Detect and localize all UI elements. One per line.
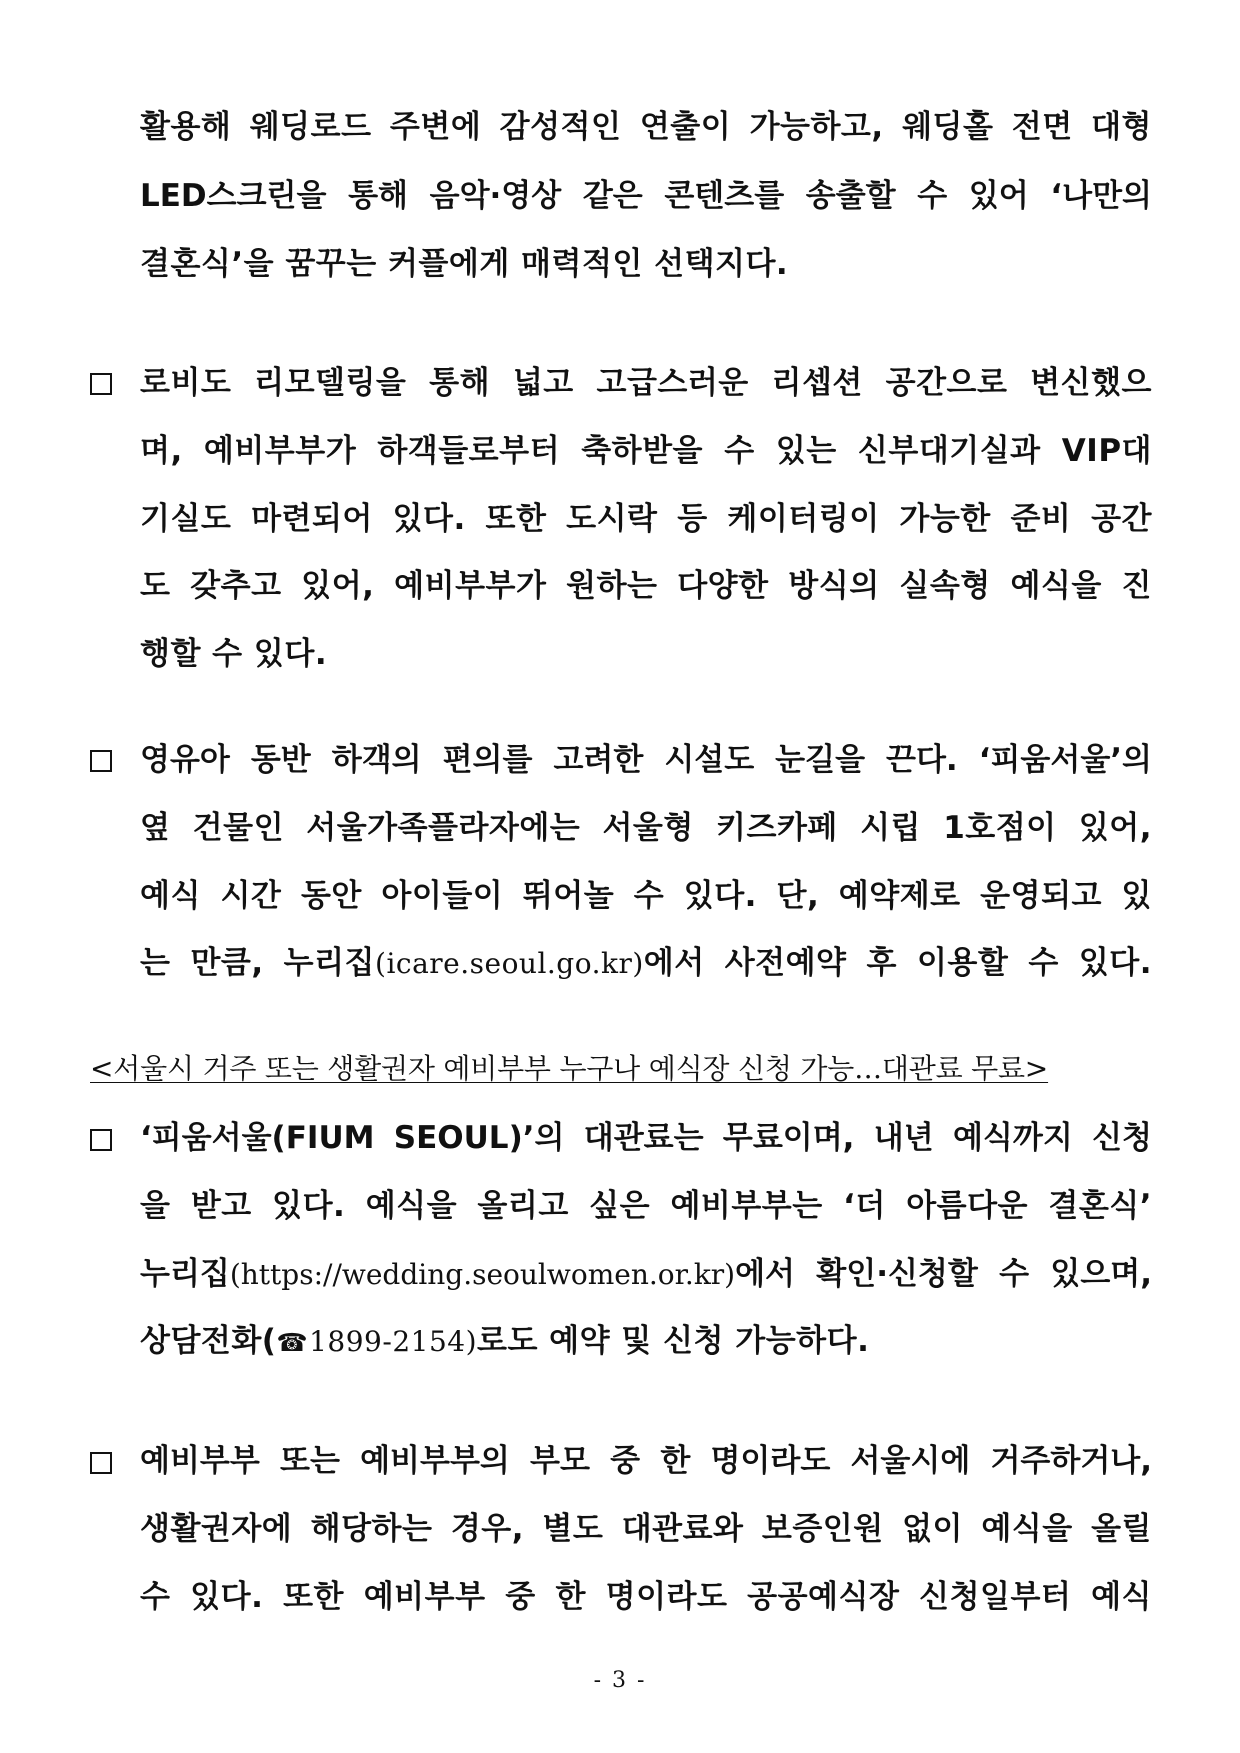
intro-line-3: 결혼식’을 꿈꾸는 커플에게 매력적인 선택지다.: [140, 246, 789, 282]
intro-line-1: 활용해 웨딩로드 주변에 감성적인 연출이 가능하고, 웨딩홀 전면 대형: [140, 109, 1152, 145]
lobby-line-4: 도 갖추고 있어, 예비부부가 원하는 다양한 방식의 실속형 예식을 진: [140, 568, 1152, 604]
fee-line-3-suffix: 에서 확인·신청할 수 있으며,: [735, 1256, 1152, 1292]
lobby-line-1: 로비도 리모델링을 통해 넓고 고급스러운 리셉션 공간으로 변신했으: [140, 365, 1152, 401]
kids-line-4-prefix: 는 만큼, 누리집: [140, 945, 376, 981]
eligibility-line-2: 생활권자에 해당하는 경우, 별도 대관료와 보증인원 없이 예식을 올릴: [140, 1511, 1152, 1547]
kids-line-4: [140, 939, 1152, 987]
lobby-line-2: 며, 예비부부가 하객들로부터 축하받을 수 있는 신부대기실과 VIP대: [140, 433, 1152, 469]
checkbox-square-icon: [90, 750, 112, 772]
fee-line-3: [140, 1250, 1152, 1298]
eligibility-line-1: 예비부부 또는 예비부부의 부모 중 한 명이라도 서울시에 거주하거나,: [140, 1443, 1152, 1479]
checkbox-square-icon: [90, 1452, 112, 1474]
fee-line-3-prefix: 누리집: [140, 1256, 230, 1292]
eligibility-line-3: 수 있다. 또한 예비부부 중 한 명이라도 공공예식장 신청일부터 예식: [140, 1579, 1152, 1615]
fee-line-4: [140, 1317, 1152, 1365]
kids-line-1: 영유아 동반 하객의 편의를 고려한 시설도 눈길을 끈다. ‘피움서울’의: [140, 742, 1152, 778]
fee-line-1: ‘피움서울(FIUM SEOUL)’의 대관료는 무료이며, 내년 예식까지 신청: [140, 1120, 1152, 1156]
kids-care-url: (icare.seoul.go.kr): [375, 947, 644, 980]
kids-line-2: 옆 건물인 서울가족플라자에는 서울형 키즈카페 시립 1호점이 있어,: [140, 810, 1152, 846]
section-heading: <서울시 거주 또는 생활권자 예비부부 누구나 예식장 신청 가능…대관료 무료>: [90, 1052, 1049, 1085]
page-number: - 3 -: [593, 1668, 647, 1693]
kids-line-3: 예식 시간 동안 아이들이 뛰어놀 수 있다. 단, 예약제로 운영되고 있: [140, 878, 1152, 914]
intro-line-2: LED스크린을 통해 음악·영상 같은 콘텐츠를 송출할 수 있어 ‘나만의: [140, 178, 1152, 214]
fee-line-4-prefix: 상담전화(: [140, 1323, 277, 1359]
checkbox-square-icon: [90, 1129, 112, 1151]
fee-line-2: 을 받고 있다. 예식을 올리고 싶은 예비부부는 ‘더 아름다운 결혼식’: [140, 1188, 1152, 1224]
fee-line-4-suffix: 로도 예약 및 신청 가능하다.: [477, 1323, 870, 1359]
wedding-url: (https://wedding.seoulwomen.or.kr): [229, 1258, 736, 1291]
lobby-line-3: 기실도 마련되어 있다. 또한 도시락 등 케이터링이 가능한 준비 공간: [140, 501, 1152, 537]
phone-icon: ☎: [276, 1328, 309, 1357]
kids-line-4-suffix: 에서 사전예약 후 이용할 수 있다.: [643, 945, 1152, 981]
consultation-phone-number: 1899-2154): [309, 1325, 477, 1358]
checkbox-square-icon: [90, 373, 112, 395]
lobby-line-5: 행할 수 있다.: [140, 636, 328, 672]
